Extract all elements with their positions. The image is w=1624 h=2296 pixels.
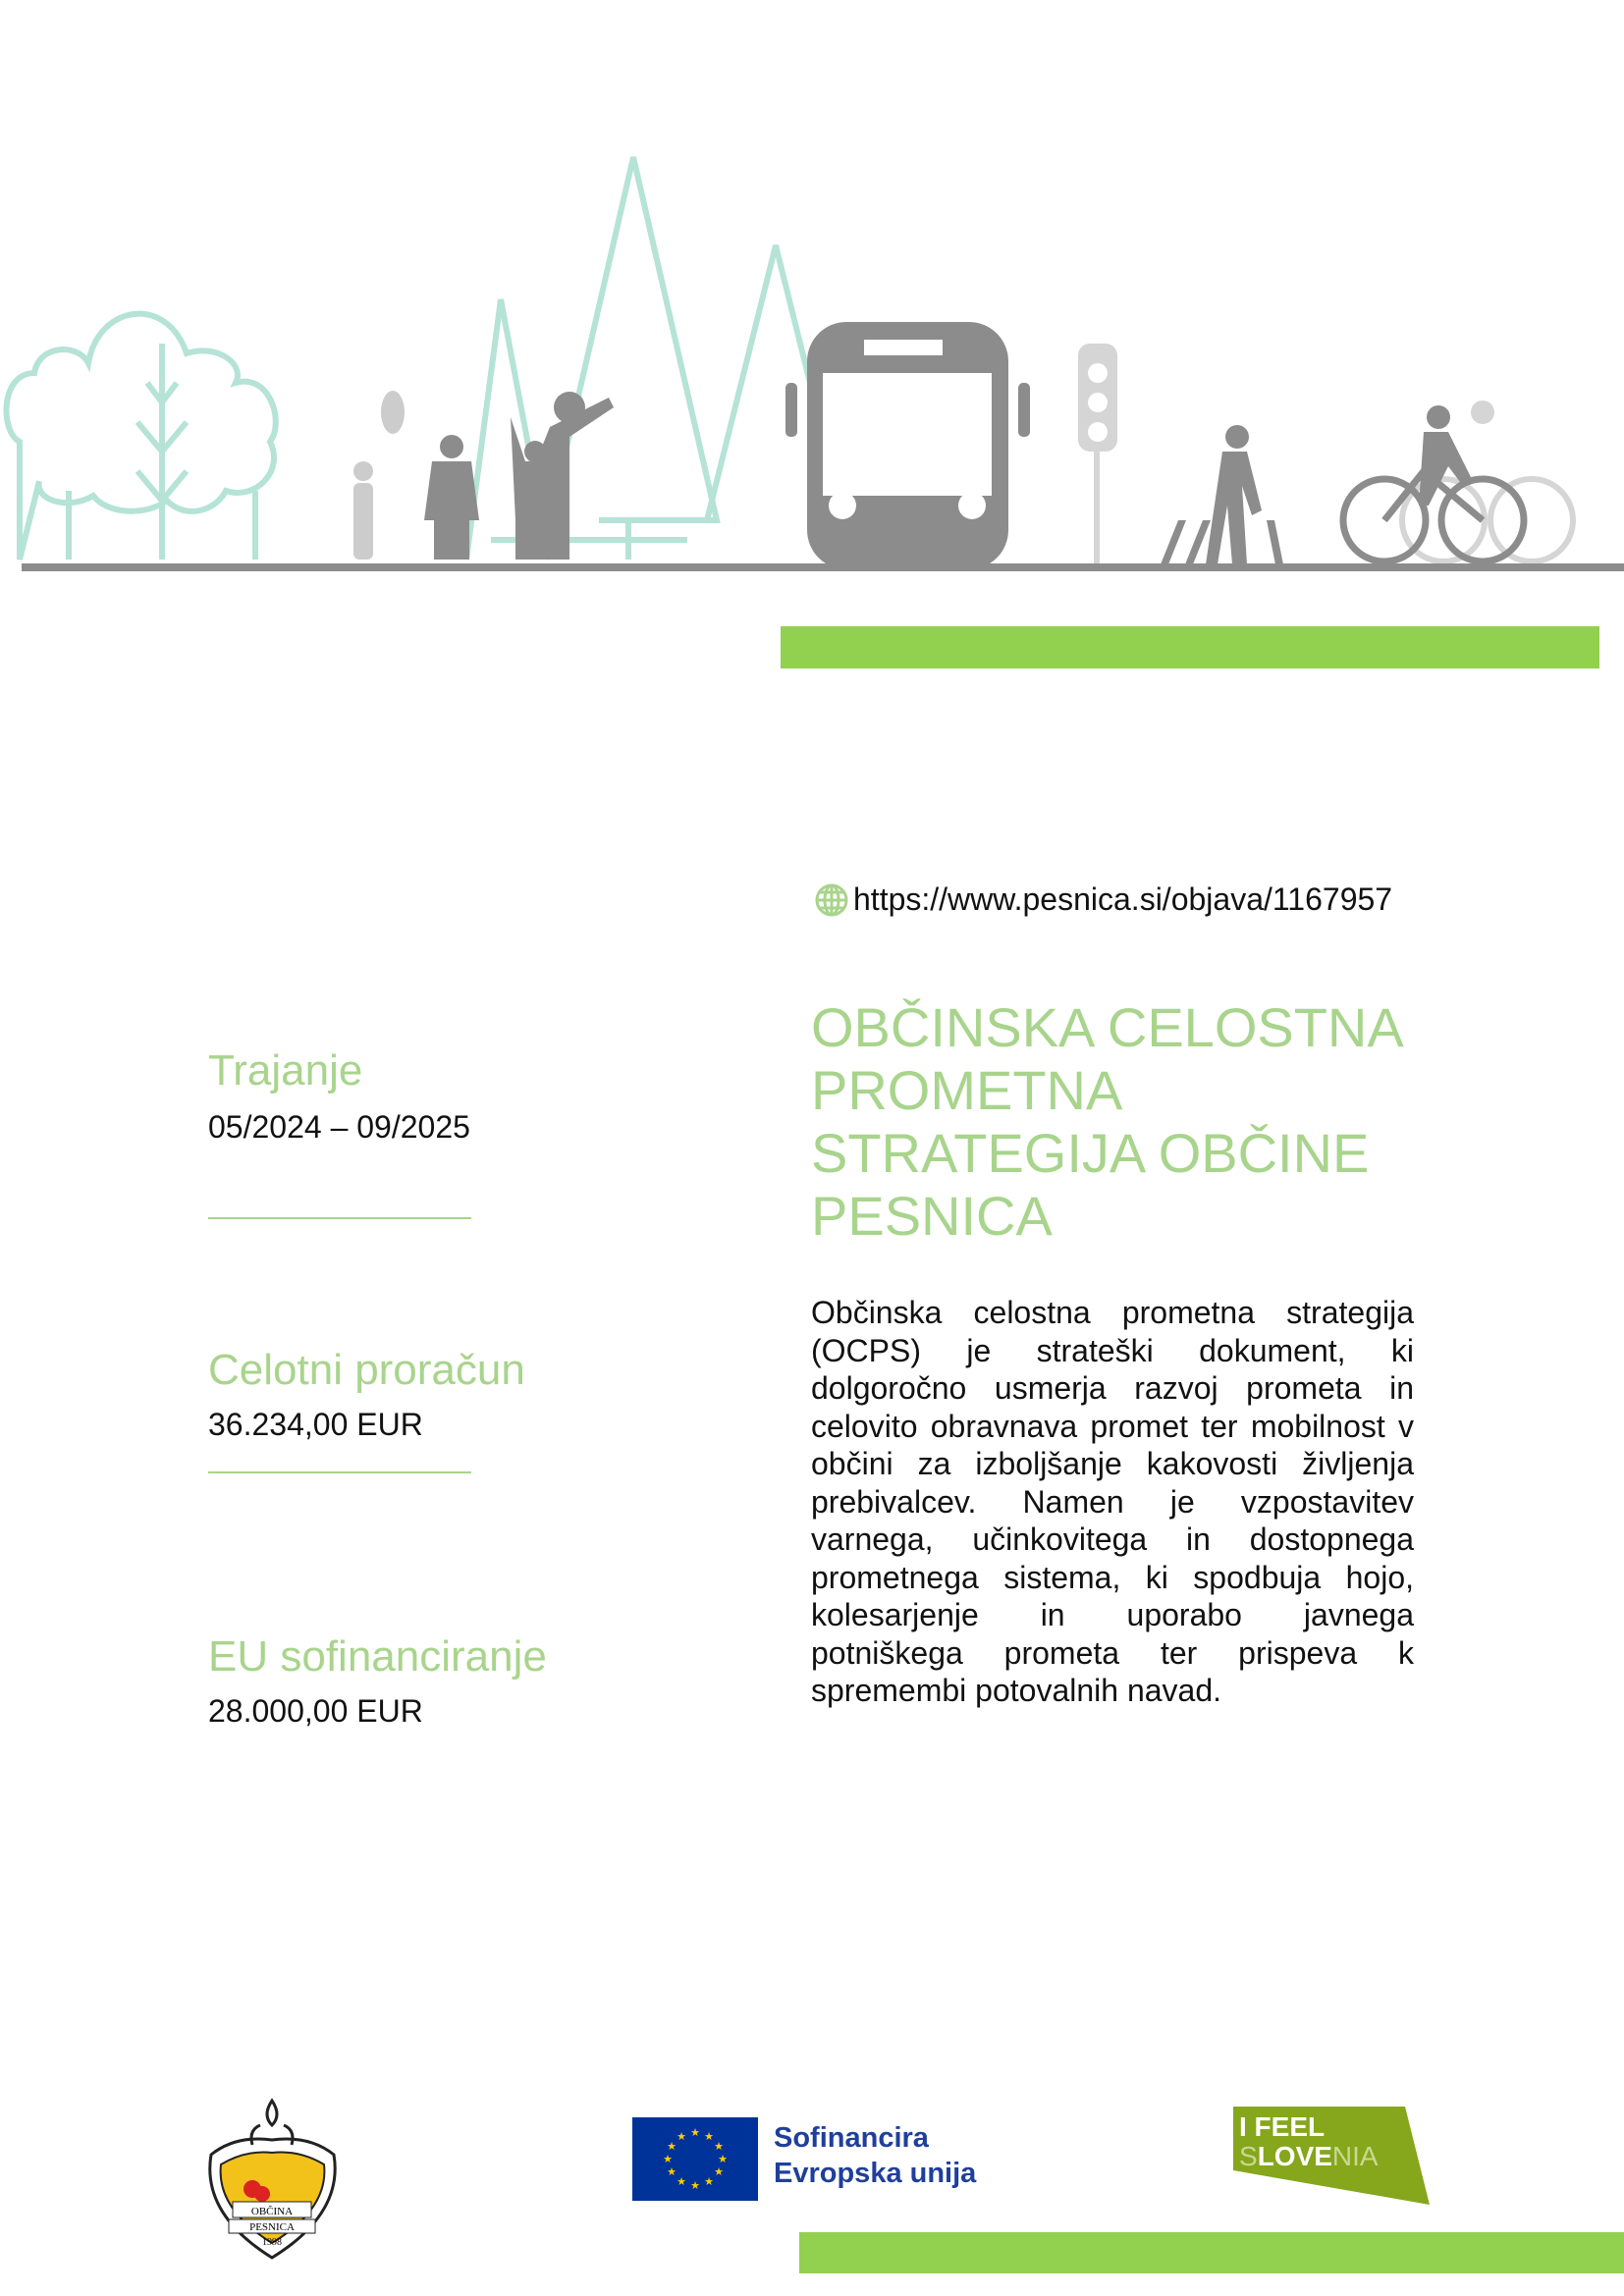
description-line: Občinska celostna prometna strategija (811, 1295, 1414, 1330)
description-line: varnega, učinkovitega in dostopnega (811, 1522, 1414, 1557)
svg-text:SLOVENIA: SLOVENIA (1239, 2141, 1379, 2171)
eu-flag-icon (632, 2117, 758, 2201)
svg-text:★: ★ (704, 2130, 714, 2143)
budget-value: 36.234,00 EUR (208, 1407, 423, 1442)
description-line: prebivalcev. Namen je vzpostavitev (811, 1483, 1414, 1520)
description-line: spremembi potovalnih navad. (811, 1673, 1222, 1708)
eu-cofinancing-statement (774, 2120, 976, 2191)
project-title (811, 996, 1404, 1248)
description-line: dolgoročno usmerja razvoj prometa in (811, 1370, 1414, 1406)
website-url[interactable]: https://www.pesnica.si/objava/1167957 (853, 881, 1393, 917)
svg-text:★: ★ (718, 2153, 728, 2165)
project-description (811, 1294, 1414, 1710)
accent-bar-top (781, 626, 1599, 668)
divider (208, 1217, 471, 1219)
duration-value: 05/2024 – 09/2025 (208, 1109, 470, 1145)
title-line: PESNICA (811, 1185, 1053, 1247)
title-line: STRATEGIJA OBČINE (811, 1122, 1370, 1184)
svg-text:I FEEL: I FEEL (1239, 2111, 1326, 2142)
svg-text:★: ★ (677, 2130, 686, 2143)
eu-line-1: Sofinancira (774, 2122, 929, 2154)
svg-text:★: ★ (667, 2140, 677, 2153)
i-feel-slovenia-logo (1233, 2107, 1430, 2205)
duration-label: Trajanje (208, 1046, 363, 1095)
description-line: celovito obravnava promet ter mobilnost v (811, 1408, 1414, 1444)
description-line: kolesarjenje in uporabo javnega (811, 1597, 1414, 1632)
title-line: OBČINSKA CELOSTNA (811, 996, 1404, 1058)
description-line: prometnega sistema, ki spodbuja hojo, (811, 1559, 1414, 1595)
description-line: občini za izboljšanje kakovosti življenja (811, 1446, 1414, 1481)
eu-cofinancing-label: EU sofinanciranje (208, 1632, 547, 1681)
svg-text:★: ★ (667, 2165, 677, 2178)
website-link[interactable] (814, 881, 1392, 918)
svg-text:★: ★ (690, 2126, 700, 2139)
divider (208, 1471, 471, 1473)
urban-mobility-illustration (0, 147, 1624, 579)
svg-text:PESNICA: PESNICA (249, 2221, 295, 2233)
budget-label: Celotni proračun (208, 1346, 525, 1394)
title-line: PROMETNA (811, 1059, 1123, 1121)
accent-bar-bottom (799, 2232, 1624, 2273)
description-line: potniškega prometa ter prispeva k (811, 1634, 1414, 1671)
globe-icon (814, 882, 849, 918)
svg-text:★: ★ (677, 2175, 686, 2188)
eu-cofinancing-value: 28.000,00 EUR (208, 1693, 423, 1729)
svg-text:★: ★ (663, 2153, 673, 2165)
svg-text:★: ★ (690, 2179, 700, 2192)
svg-text:OBČINA: OBČINA (250, 2206, 294, 2217)
svg-text:★: ★ (714, 2165, 724, 2178)
svg-text:★: ★ (704, 2175, 714, 2188)
pesnica-crest-logo (191, 2096, 353, 2261)
svg-text:★: ★ (714, 2140, 724, 2153)
svg-text:1998: 1998 (262, 2237, 282, 2248)
eu-line-2: Evropska unija (774, 2158, 977, 2189)
description-line: (OCPS) je strateški dokument, ki (811, 1332, 1414, 1368)
